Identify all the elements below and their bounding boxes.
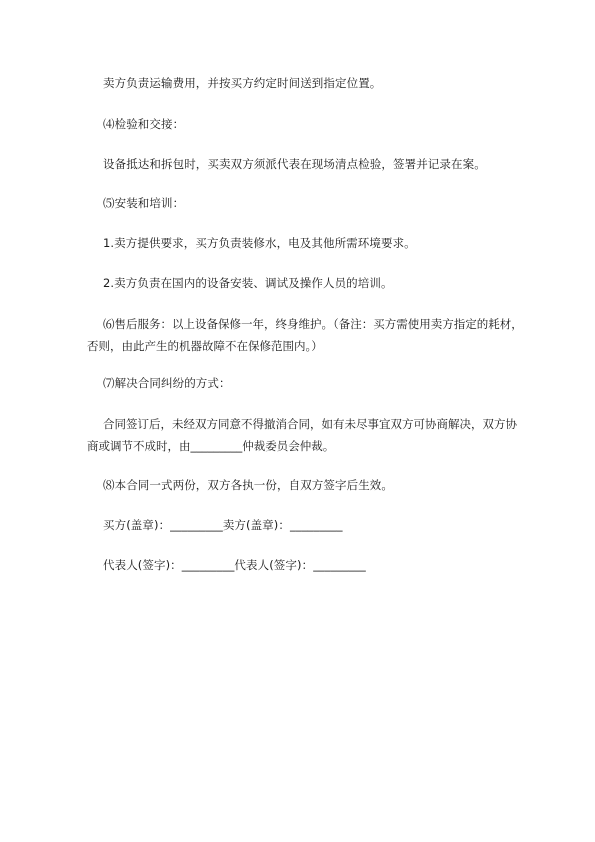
signature-representative-line: 代表人(签字)：_________代表人(签字)：_________ <box>103 558 366 572</box>
paragraph-inspection: 设备抵达和拆包时，买卖双方须派代表在现场清点检验，签署并记录在案。 <box>103 157 486 171</box>
paragraph-copies: ⑻本合同一式两份，双方各执一份，自双方签字后生效。 <box>103 478 393 492</box>
paragraph-transport: 卖方负责运输费用，并按买方约定时间送到指定位置。 <box>103 76 382 90</box>
paragraph-after-sales: ⑹售后服务：以上设备保修一年，终身维护。（备注：买方需使用卖方指定的耗材，否则，由此产生的机器故障不在保修范围内。） <box>87 317 523 353</box>
paragraph-installation-2: 2.卖方负责在国内的设备安装、调试及操作人员的培训。 <box>103 276 393 290</box>
signature-seal-line: 买方(盖章)：_________卖方(盖章)：_________ <box>103 518 343 532</box>
heading-dispute: ⑺解决合同纠纷的方式： <box>103 376 231 390</box>
heading-inspection: ⑷检验和交接： <box>103 117 185 131</box>
paragraph-installation-1: 1.卖方提供要求，买方负责装修水，电及其他所需环境要求。 <box>103 236 416 250</box>
paragraph-dispute: 合同签订后，未经双方同意不得撤消合同，如有未尽事宜双方可协商解决，双方协商或调节不成时，由_________仲裁委员会仲裁。 <box>87 417 517 453</box>
heading-installation: ⑸安装和培训： <box>103 196 185 210</box>
